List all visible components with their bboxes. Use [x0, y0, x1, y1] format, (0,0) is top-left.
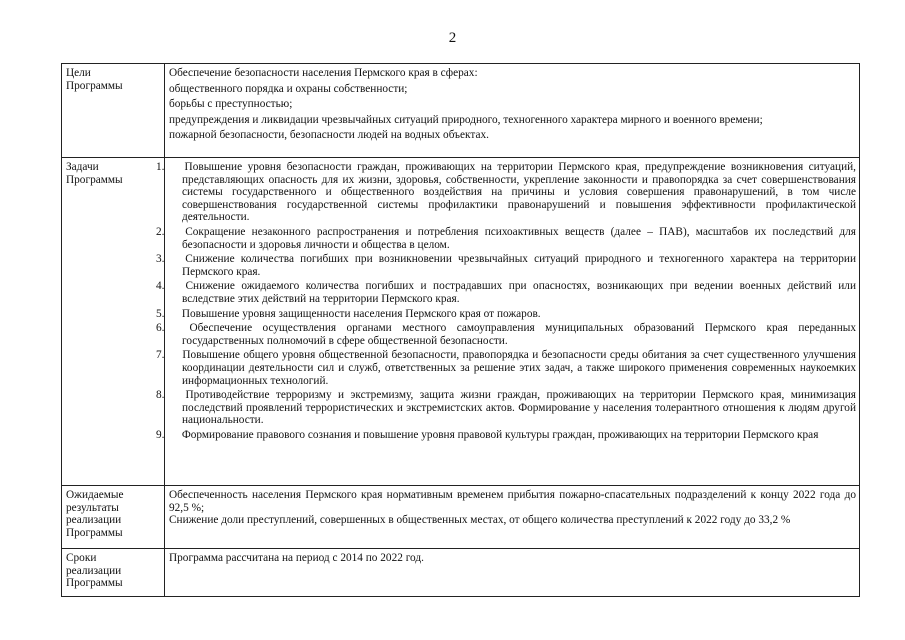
- task-text: Противодействие терроризму и экстремизму, защита жизни граждан, проживающих на территории Пермского края, минимизация последствий проявлений террористических и экстремистских актов. Формирование у населения толерантного отношения к людям другой национальности.: [182, 389, 857, 427]
- task-text: Повышение уровня безопасности граждан, проживающих на территории Пермского края, предупреждение возникновения ситуаций, представляющих опасность для их жизни, здоровья, собственности, укрепление законности и правопорядка за счет совершенствования системы государственного и общественного воздействия на причины и условия совершения правонарушений, в том числе совершенствования государственной системы профилактики правонарушений и повышения эффективности профилактической деятельности.: [182, 161, 856, 224]
- terms-content: [165, 549, 860, 597]
- tasks-label: [62, 158, 165, 486]
- goals-label: [62, 64, 165, 158]
- task-number: 8.: [156, 389, 165, 402]
- task-text: Повышение общего уровня общественной безопасности, правопорядка и безопасности среды обитания за счет существенного улучшения координации деятельности сил и служб, ответственных за решение этих задач, а также широкого применения современных наукоемких информационных технологий.: [182, 349, 856, 387]
- task-text: Обеспечение осуществления органами местного самоуправления муниципальных образований Пермского края переданных государственных полномочий в сфере общественной безопасности.: [182, 322, 856, 347]
- goal-line: предупреждения и ликвидации чрезвычайных ситуаций природного, техногенного характера мирного и военного времени;: [169, 113, 763, 126]
- results-label-text: Ожидаемые результаты реализации Программы: [66, 489, 124, 539]
- goal-line: пожарной безопасности, безопасности людей на водных объектах.: [169, 129, 489, 142]
- task-item: [156, 428, 856, 442]
- task-text: Снижение ожидаемого количества погибших и пострадавших при опасностях, возникающих при ведении военных действий или вследствие этих действий на территории Пермского края.: [182, 280, 856, 305]
- task-item: [156, 161, 856, 224]
- task-number: 9.: [156, 428, 165, 441]
- task-number: 3.: [156, 253, 165, 266]
- page-number: 2: [448, 30, 457, 46]
- terms-label: [62, 549, 165, 597]
- task-item: [156, 322, 856, 347]
- goal-line: Обеспечение безопасности населения Пермского края в сферах:: [169, 67, 478, 79]
- task-text: Сокращение незаконного распространения и потребления психоактивных веществ (далее – ПАВ), масштабов их последствий для безопасности и здоровья личности и общества в целом.: [182, 225, 856, 251]
- task-text: Формирование правового сознания и повышение уровня правовой культуры граждан, проживающих на территории Пермского края: [181, 428, 819, 441]
- task-number: 7.: [156, 349, 165, 362]
- task-item: [156, 280, 856, 305]
- terms-row: [62, 549, 860, 597]
- task-item: [156, 253, 856, 278]
- task-number: 2.: [156, 225, 165, 238]
- goals-label-text: Цели Программы: [66, 67, 123, 92]
- task-number: 4.: [156, 280, 165, 293]
- goal-line: общественного порядка и охраны собственности;: [169, 82, 408, 95]
- tasks-label-text: Задачи Программы: [66, 161, 123, 186]
- task-number: 1.: [156, 161, 165, 173]
- task-item: [156, 307, 856, 321]
- tasks-list: [156, 161, 857, 441]
- goals-row: [62, 64, 860, 158]
- program-passport-table: [61, 63, 860, 597]
- results-content: [165, 486, 860, 549]
- task-item: [156, 225, 856, 251]
- terms-text: Программа рассчитана на период с 2014 по 2022 год.: [169, 552, 424, 564]
- goals-content: [165, 64, 860, 158]
- task-item: [156, 389, 857, 427]
- tasks-row: [62, 158, 860, 486]
- result-line: Снижение доли преступлений, совершенных в общественных местах, от общего количества преступлений к 2022 году до 33,2 %: [169, 514, 791, 527]
- task-item: [156, 349, 856, 387]
- results-label: [62, 486, 165, 549]
- task-number: 5.: [156, 307, 165, 320]
- terms-label-text: Сроки реализации Программы: [66, 552, 123, 590]
- task-number: 6.: [156, 322, 165, 335]
- task-text: Снижение количества погибших при возникновении чрезвычайных ситуаций природного и техногенного характера на территории Пермского края.: [182, 253, 856, 278]
- task-text: Повышение уровня защищенности населения Пермского края от пожаров.: [181, 307, 541, 320]
- results-row: [62, 486, 860, 549]
- goal-line: борьбы с преступностью;: [169, 98, 293, 111]
- tasks-content: [156, 158, 860, 486]
- result-line: Обеспеченность населения Пермского края нормативным временем прибытия пожарно-спасательных подразделений к концу 2022 года до 92,5 %;: [169, 489, 856, 514]
